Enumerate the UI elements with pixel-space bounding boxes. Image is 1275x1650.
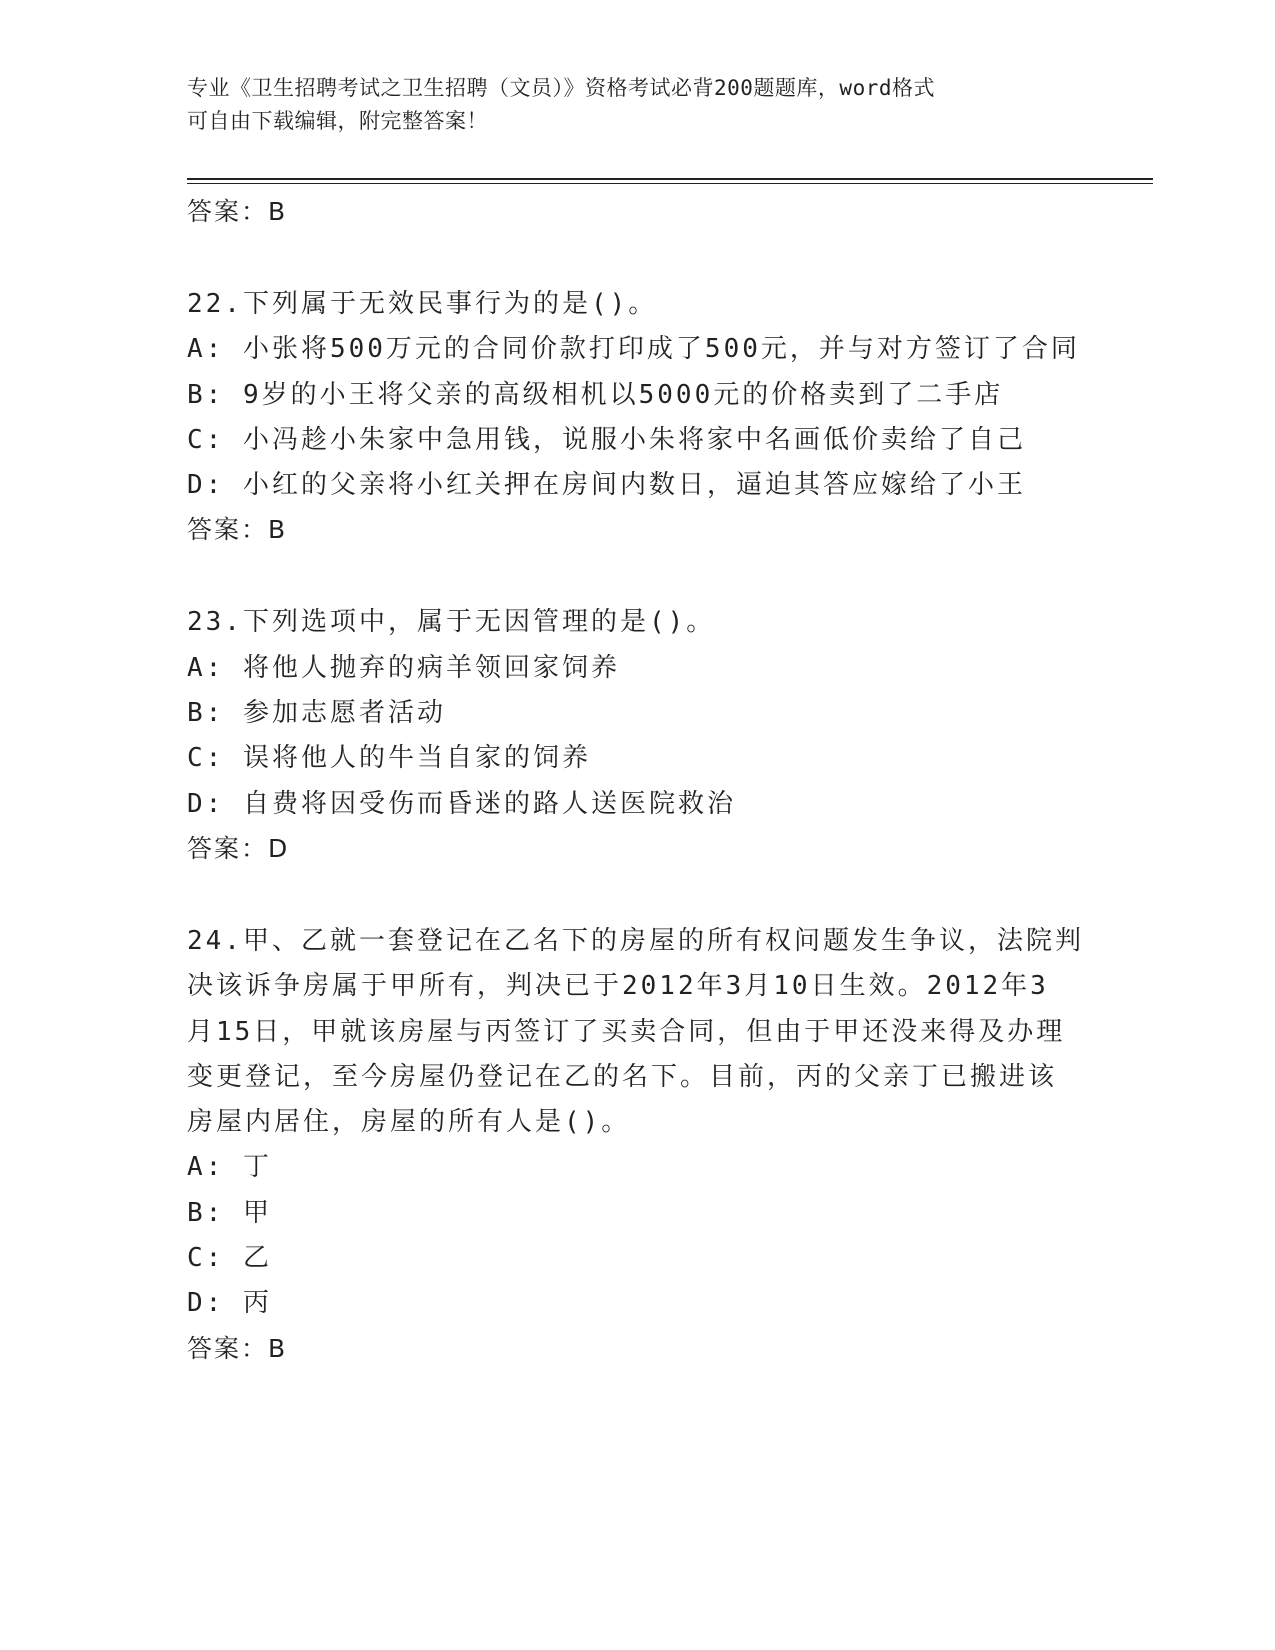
answer-line: 答案：B — [187, 515, 288, 545]
option-d: D: 丙 — [187, 1288, 272, 1319]
question-text-line-2: 决该诉争房属于甲所有，判决已于2012年3月10日生效。2012年3 — [187, 971, 1049, 1002]
option-b: B: 甲 — [187, 1197, 272, 1228]
option-a: A: 丁 — [187, 1152, 272, 1183]
header-divider-thick — [187, 178, 1153, 180]
option-c: C: 乙 — [187, 1243, 272, 1274]
answer-line: 答案：B — [187, 1333, 288, 1363]
question-text: 23.下列选项中，属于无因管理的是()。 — [187, 607, 716, 638]
option-b: B: 参加志愿者活动 — [187, 698, 446, 729]
document-body — [187, 190, 1087, 1371]
question-text-line-1: 24.甲、乙就一套登记在乙名下的房屋的所有权问题发生争议，法院判 — [187, 925, 1084, 956]
header-line-1: 专业《卫生招聘考试之卫生招聘（文员）》资格考试必背200题题库，word格式 — [187, 76, 935, 100]
question-22 — [187, 282, 1087, 552]
question-23 — [187, 600, 1087, 870]
question-text-line-5: 房屋内居住，房屋的所有人是()。 — [187, 1107, 631, 1138]
document-header — [187, 72, 1087, 138]
question-text-line-4: 变更登记，至今房屋仍登记在乙的名下。目前，丙的父亲丁已搬进该 — [187, 1061, 1058, 1092]
answer-line: 答案：D — [187, 833, 290, 863]
question-24 — [187, 919, 1087, 1371]
option-a: A: 小张将500万元的合同价款打印成了500元，并与对方签订了合同 — [187, 334, 1080, 365]
header-divider-thin — [187, 183, 1153, 184]
option-a: A: 将他人抛弃的病羊领回家饲养 — [187, 652, 620, 683]
option-c: C: 误将他人的牛当自家的饲养 — [187, 743, 591, 774]
question-text-line-3: 月15日，甲就该房屋与丙签订了买卖合同，但由于甲还没来得及办理 — [187, 1016, 1066, 1047]
option-d: D: 小红的父亲将小红关押在房间内数日，逼迫其答应嫁给了小王 — [187, 470, 1026, 501]
option-c: C: 小冯趁小朱家中急用钱，说服小朱将家中名画低价卖给了自己 — [187, 424, 1026, 455]
answer-line: 答案：B — [187, 197, 288, 226]
header-line-2: 可自由下载编辑，附完整答案！ — [187, 109, 488, 133]
option-d: D: 自费将因受伤而昏迷的路人送医院救治 — [187, 788, 736, 819]
question-text: 22.下列属于无效民事行为的是()。 — [187, 289, 658, 319]
option-b: B: 9岁的小王将父亲的高级相机以5000元的价格卖到了二手店 — [187, 379, 1004, 410]
